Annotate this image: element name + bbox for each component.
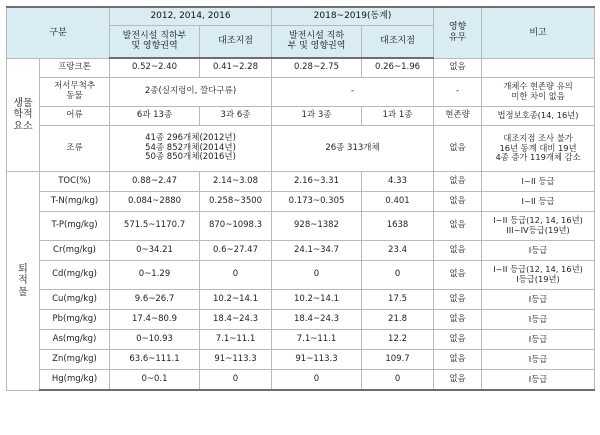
cell-note: I~II 등급(12, 14, 16년) III~IV등급(19년) (482, 212, 595, 241)
row-item: Zn(mg/kg) (40, 350, 110, 370)
header-impact: 영향 유무 (434, 7, 482, 58)
cell-control-2: 0.401 (362, 192, 434, 212)
cell-note: I등급 (482, 290, 595, 310)
table-row (7, 350, 595, 370)
cell-note: 법정보호종(14, 16년) (482, 107, 595, 126)
row-item: Cr(mg/kg) (40, 241, 110, 261)
cell-affected-2: 7.1~11.1 (272, 330, 362, 350)
cell-affected-1: 0.084~2880 (110, 192, 200, 212)
group-sediment: 퇴 적 물 (7, 172, 40, 391)
cell-control-2: 1과 1종 (362, 107, 434, 126)
cell-note (482, 58, 595, 78)
cell-control-2: 4.33 (362, 172, 434, 192)
cell-control-2: 21.8 (362, 310, 434, 330)
header-note: 비고 (482, 7, 595, 58)
cell-control-1: 0 (200, 370, 272, 391)
cell-note: I~II 등급 (482, 192, 595, 212)
table-row (7, 212, 595, 241)
cell-note: I등급 (482, 350, 595, 370)
row-item: Hg(mg/kg) (40, 370, 110, 391)
cell-impact: 없음 (434, 330, 482, 350)
row-item: As(mg/kg) (40, 330, 110, 350)
row-item: 어류 (40, 107, 110, 126)
cell-affected-1: 6과 13종 (110, 107, 200, 126)
cell-control-2: 0 (362, 370, 434, 391)
cell-affected-1: 0.88~2.47 (110, 172, 200, 192)
row-item: Cd(mg/kg) (40, 261, 110, 290)
cell-affected-2: 2.16~3.31 (272, 172, 362, 192)
row-item: T-N(mg/kg) (40, 192, 110, 212)
table-row (7, 58, 595, 78)
cell-note: I등급 (482, 310, 595, 330)
cell-affected-2: 18.4~24.3 (272, 310, 362, 330)
cell-merged-period-1: 41종 296개체(2012년) 54종 852개체(2014년) 50종 850개체(2016년) (110, 126, 272, 172)
cell-control-2: 17.5 (362, 290, 434, 310)
row-item: Pb(mg/kg) (40, 310, 110, 330)
cell-affected-2: 91~113.3 (272, 350, 362, 370)
header-control-point-1: 대조지점 (200, 25, 272, 58)
survey-comparison-table (6, 6, 595, 391)
cell-note: 대조지점 조사 불가 16년 동계 대비 19년 4종 증가 119개체 감소 (482, 126, 595, 172)
cell-affected-2: 0.28~2.75 (272, 58, 362, 78)
cell-control-1: 0.6~27.47 (200, 241, 272, 261)
cell-affected-1: 9.6~26.7 (110, 290, 200, 310)
table-body (7, 58, 595, 390)
header-period-2018-2019: 2018~2019(동계) (272, 7, 434, 25)
cell-control-1: 0.41~2.28 (200, 58, 272, 78)
cell-control-2: 109.7 (362, 350, 434, 370)
cell-note: I~II 등급(12, 14, 16년) I등급(19년) (482, 261, 595, 290)
cell-control-2: 12.2 (362, 330, 434, 350)
cell-note: I~II 등급 (482, 172, 595, 192)
cell-impact: 없음 (434, 172, 482, 192)
cell-merged-period-2: - (272, 78, 434, 107)
group-biological: 생물 학적 요소 (7, 58, 40, 172)
row-item: Cu(mg/kg) (40, 290, 110, 310)
cell-affected-1: 0.52~2.40 (110, 58, 200, 78)
cell-control-1: 10.2~14.1 (200, 290, 272, 310)
table-row (7, 241, 595, 261)
cell-affected-1: 0~10.93 (110, 330, 200, 350)
table-row (7, 290, 595, 310)
table-row (7, 192, 595, 212)
cell-affected-1: 0~34.21 (110, 241, 200, 261)
header-category: 구분 (7, 7, 110, 58)
header-affected-area-1: 발전시설 직하부 및 영향권역 (110, 25, 200, 58)
cell-control-2: 23.4 (362, 241, 434, 261)
cell-affected-2: 24.1~34.7 (272, 241, 362, 261)
cell-affected-2: 0.173~0.305 (272, 192, 362, 212)
cell-affected-2: 928~1382 (272, 212, 362, 241)
cell-control-2: 0.26~1.96 (362, 58, 434, 78)
cell-control-1: 0 (200, 261, 272, 290)
cell-impact: 없음 (434, 212, 482, 241)
cell-impact: 없음 (434, 370, 482, 391)
cell-affected-1: 0~0.1 (110, 370, 200, 391)
row-item: T-P(mg/kg) (40, 212, 110, 241)
cell-control-1: 7.1~11.1 (200, 330, 272, 350)
cell-note: I등급 (482, 241, 595, 261)
cell-control-2: 1638 (362, 212, 434, 241)
header-affected-area-2: 발전시설 직하 부 및 영향권역 (272, 25, 362, 58)
cell-impact: 없음 (434, 126, 482, 172)
cell-impact: - (434, 78, 482, 107)
cell-impact: 없음 (434, 261, 482, 290)
cell-impact: 없음 (434, 350, 482, 370)
cell-affected-1: 17.4~80.9 (110, 310, 200, 330)
cell-affected-2: 10.2~14.1 (272, 290, 362, 310)
header-period-2012-2016: 2012, 2014, 2016 (110, 7, 272, 25)
table-header (7, 7, 595, 58)
row-item: 조류 (40, 126, 110, 172)
cell-control-1: 18.4~24.3 (200, 310, 272, 330)
cell-merged-period-2: 26종 313개체 (272, 126, 434, 172)
cell-note: 개체수 현존량 유의 미한 차이 없음 (482, 78, 595, 107)
cell-note: I등급 (482, 370, 595, 391)
cell-affected-1: 0~1.29 (110, 261, 200, 290)
table-row (7, 172, 595, 192)
cell-note: I등급 (482, 330, 595, 350)
cell-affected-1: 63.6~111.1 (110, 350, 200, 370)
table-row (7, 107, 595, 126)
cell-impact: 현존량 (434, 107, 482, 126)
table-row (7, 78, 595, 107)
cell-control-2: 0 (362, 261, 434, 290)
row-item: 프랑크톤 (40, 58, 110, 78)
table-row (7, 370, 595, 391)
table-row (7, 330, 595, 350)
cell-impact: 없음 (434, 58, 482, 78)
cell-impact: 없음 (434, 241, 482, 261)
cell-control-1: 2.14~3.08 (200, 172, 272, 192)
cell-control-1: 3과 6종 (200, 107, 272, 126)
cell-control-1: 870~1098.3 (200, 212, 272, 241)
table-row (7, 126, 595, 172)
cell-affected-1: 571.5~1170.7 (110, 212, 200, 241)
row-item: 저서무척추 동물 (40, 78, 110, 107)
cell-control-1: 0.258~3500 (200, 192, 272, 212)
cell-affected-2: 0 (272, 261, 362, 290)
cell-impact: 없음 (434, 290, 482, 310)
header-control-point-2: 대조지점 (362, 25, 434, 58)
cell-impact: 없음 (434, 310, 482, 330)
table-row (7, 261, 595, 290)
cell-control-1: 91~113.3 (200, 350, 272, 370)
table-row (7, 310, 595, 330)
cell-affected-2: 0 (272, 370, 362, 391)
row-item: TOC(%) (40, 172, 110, 192)
cell-affected-2: 1과 3종 (272, 107, 362, 126)
cell-merged-period-1: 2종(실지렁이, 깔다구류) (110, 78, 272, 107)
cell-impact: 없음 (434, 192, 482, 212)
